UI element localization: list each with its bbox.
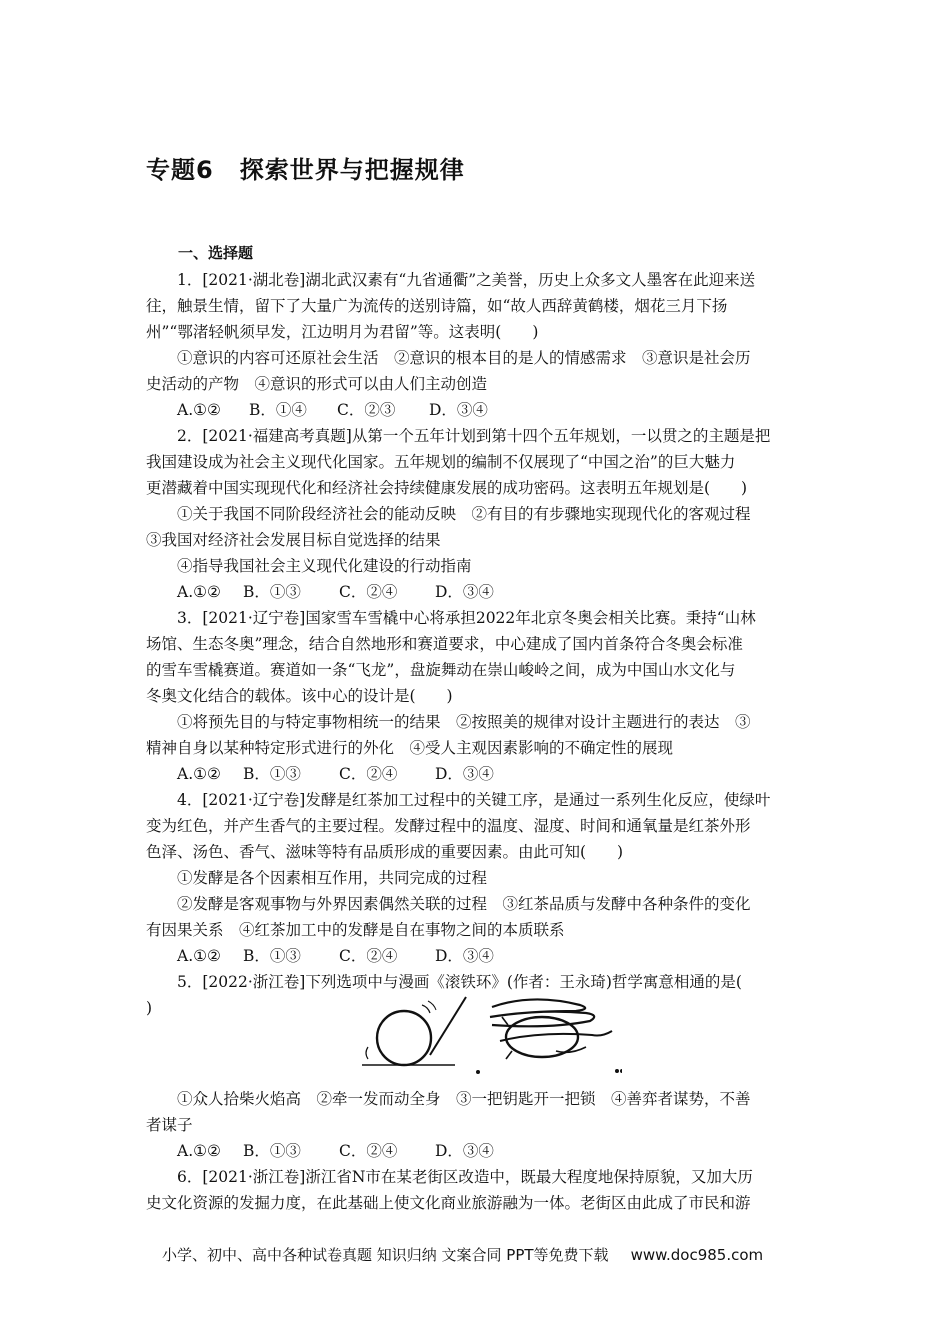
q1-option-c: C．②③ [337,401,396,419]
cartoon-dot-3 [620,1069,622,1073]
q4-option-a: A.①② [177,947,221,965]
q1-option-a: A.①② [177,401,221,419]
q2-option-d: D．③④ [435,583,494,601]
footer-text: 小学、初中、高中各种试卷真题 知识归纳 文案合同 PPT等免费下载 [162,1246,609,1264]
q1-statement-line-1: ①意识的内容可还原社会生活 ②意识的根本目的是人的情感需求 ③意识是社会历 [177,349,751,367]
q3-option-b: B．①③ [243,765,301,783]
cartoon-scribble-middle [500,1031,612,1041]
cartoon-hoop-circle [377,1011,431,1065]
q2-stem-line-3: 更潜藏着中国实现现代化和经济社会持续健康发展的成功密码。这表明五年规划是( ) [146,479,748,497]
title-topic: 专题6 [146,156,214,184]
q4-statement-line-1: ①发酵是各个因素相互作用，共同完成的过程 [177,869,488,887]
q1-stem-line-3: 州”“鄂渚轻帆须早发，江边明月为君留”等。这表明( ) [146,323,539,341]
q4-stem-line-1: 4．[2021·辽宁卷]发酵是红茶加工过程中的关键工序，是通过一系列生化反应，使绿叶 [177,791,771,809]
q5-statement-line-1: ①众人拾柴火焰高 ②牵一发而动全身 ③一把钥匙开一把锁 ④善弈者谋势，不善 [177,1090,751,1108]
q2-option-c: C．②④ [339,583,398,601]
q5-option-a: A.①② [177,1142,221,1160]
page-footer [162,1244,763,1265]
q3-option-a: A.①② [177,765,221,783]
q3-stem-line-2: 场馆、生态冬奥”理念，结合自然地形和赛道要求，中心建成了国内首条符合冬奥会标准 [146,635,743,653]
q3-stem-line-3: 的雪车雪橇赛道。赛道如一条“飞龙”，盘旋舞动在崇山峻岭之间，成为中国山水文化与 [146,661,736,679]
q4-statement-line-3: 有因果关系 ④红茶加工中的发酵是自在事物之间的本质联系 [146,921,565,939]
q4-option-c: C．②④ [339,947,398,965]
q3-option-c: C．②④ [339,765,398,783]
q5-option-b: B．①③ [243,1142,301,1160]
q6-stem-line-2: 史文化资源的发掘力度，在此基础上使文化商业旅游融为一体。老街区由此成了市民和游 [146,1194,751,1212]
q4-stem-line-3: 色泽、汤色、香气、滋味等特有品质形成的重要因素。由此可知( ) [146,843,624,861]
cartoon-motion-mark-top-2 [428,1001,436,1010]
q3-options [177,764,494,784]
page-title [146,150,465,185]
q2-statement-line-1: ①关于我国不同阶段经济社会的能动反映 ②有目的有步骤地实现现代化的客观过程 [177,505,751,523]
q2-option-a: A.①② [177,583,221,601]
cartoon-stick [430,997,466,1055]
q3-statement-line-1: ①将预先目的与特定事物相统一的结果 ②按照美的规律对设计主题进行的表达 ③ [177,713,751,731]
cartoon-rolling-hoop-image [360,985,622,1080]
title-name: 探索世界与把握规律 [239,156,465,184]
q5-option-d: D．③④ [435,1142,494,1160]
q2-statement-line-2: ③我国对经济社会发展目标自觉选择的结果 [146,531,441,549]
q2-option-b: B．①③ [243,583,301,601]
q4-statement-line-2: ②发酵是客观事物与外界因素偶然关联的过程 ③红茶品质与发酵中各种条件的变化 [177,895,751,913]
q5-statement-line-2: 者谋子 [146,1116,193,1134]
q5-option-c: C．②④ [339,1142,398,1160]
q6-stem-line-1: 6．[2021·浙江卷]浙江省N市在某老街区改造中，既最大程度地保持原貌，又加大历 [177,1168,753,1186]
q5-stem-line-1: 5．[2022·浙江卷]下列选项中与漫画《滚铁环》(作者：王永琦)哲学寓意相通的是( [177,973,742,991]
cartoon-dot-1 [476,1070,480,1074]
q4-option-b: B．①③ [243,947,301,965]
q2-stem-line-2: 我国建设成为社会主义现代化国家。五年规划的编制不仅展现了“中国之治”的巨大魅力 [146,453,736,471]
q4-option-d: D．③④ [435,947,494,965]
q2-options [177,582,494,602]
q1-option-b: B．①④ [249,401,307,419]
q1-option-d: D．③④ [429,401,488,419]
q1-statement-line-2: 史活动的产物 ④意识的形式可以由人们主动创造 [146,375,488,393]
q2-statement-line-3: ④指导我国社会主义现代化建设的行动指南 [177,557,472,575]
q4-options [177,946,494,966]
q1-options [177,400,488,420]
footer-url[interactable]: www.doc985.com [630,1246,764,1264]
q5-options [177,1141,494,1161]
cartoon-dot-2 [615,1069,619,1073]
q4-stem-line-2: 变为红色，并产生香气的主要过程。发酵过程中的温度、湿度、时间和通氧量是红茶外形 [146,817,751,835]
q1-stem-line-2: 往，触景生情，留下了大量广为流传的送别诗篇，如“故人西辞黄鹤楼，烟花三月下扬 [146,297,728,315]
cartoon-motion-mark-top [422,1005,430,1013]
q2-stem-line-1: 2．[2021·福建高考真题]从第一个五年计划到第十四个五年规划，一以贯之的主题是把 [177,427,771,445]
section-heading: 一、选择题 [178,244,254,262]
q5-stem-line-2: ) [146,999,153,1017]
cartoon-motion-mark-left [366,1047,368,1059]
q1-stem-line-1: 1．[2021·湖北卷]湖北武汉素有“九省通衢”之美誉，历史上众多文人墨客在此迎来送 [177,271,756,289]
q3-stem-line-4: 冬奥文化结合的载体。该中心的设计是( ) [146,687,453,705]
q3-stem-line-1: 3．[2021·辽宁卷]国家雪车雪橇中心将承担2022年北京冬奥会相关比赛。秉持“山林 [177,609,756,627]
q3-option-d: D．③④ [435,765,494,783]
q3-statement-line-2: 精神自身以某种特定形式进行的外化 ④受人主观因素影响的不确定性的展现 [146,739,674,757]
